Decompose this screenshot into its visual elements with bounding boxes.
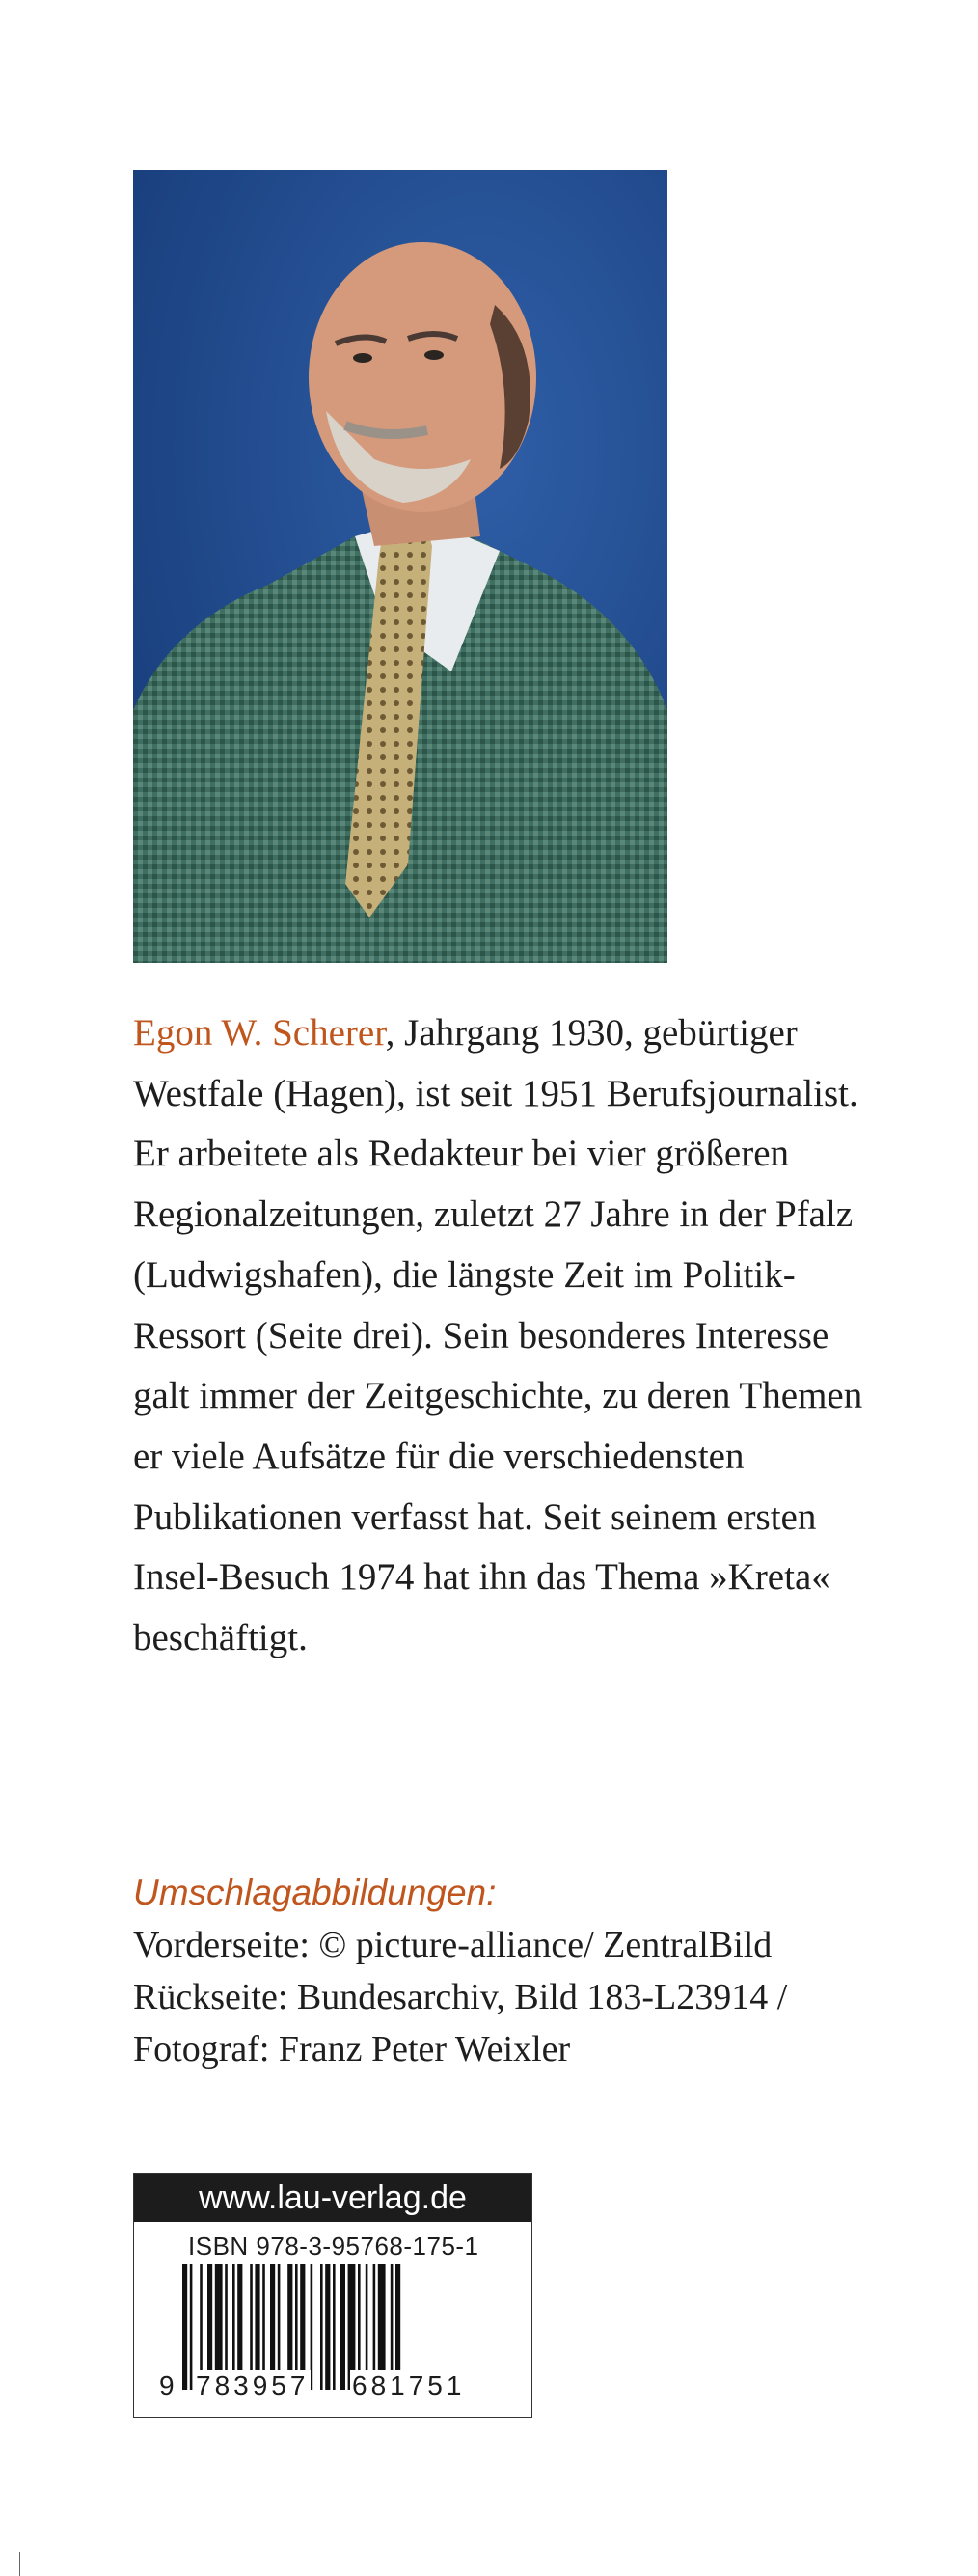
bio-line (133, 1003, 924, 1064)
ean-left-group: 783957 (196, 2370, 310, 2400)
barcode-bar (340, 2264, 345, 2390)
author-portrait-photo (133, 170, 667, 963)
publisher-url: www.lau-verlag.de (134, 2174, 531, 2222)
crop-mark (19, 2552, 20, 2576)
bio-line: Er arbeitete als Redakteur bei vier größeren (133, 1133, 790, 1175)
cover-image-credits (133, 1867, 924, 2075)
bio-first-line-rest: , Jahrgang 1930, gebürtiger (385, 1012, 798, 1054)
author-biography (133, 1003, 924, 1669)
bio-line: beschäftigt. (133, 1617, 308, 1659)
bio-line: er viele Aufsätze für die verschiedensten (133, 1435, 745, 1477)
barcode-bar (182, 2264, 187, 2390)
portrait-illustration (133, 170, 667, 963)
credit-line: Vorderseite: © picture-alliance/ ZentralBild (133, 1925, 773, 1965)
isbn-barcode-block (133, 2173, 532, 2418)
author-name: Egon W. Scherer (133, 1012, 386, 1054)
isbn-number: ISBN 978-3-95768-175-1 (188, 2232, 479, 2261)
bio-line: Insel-Besuch 1974 hat ihn das Thema »Kreta« (133, 1556, 830, 1599)
bio-line: (Ludwigshafen), die längste Zeit im Politik- (133, 1253, 796, 1296)
bio-line: Westfale (Hagen), ist seit 1951 Berufsjournalist. (133, 1072, 858, 1114)
ean-lead-digit: 9 (159, 2370, 175, 2400)
bio-line: galt immer der Zeitgeschichte, zu deren Themen (133, 1375, 863, 1417)
ean-right-group: 681751 (352, 2370, 466, 2400)
barcode-bar (190, 2264, 193, 2390)
barcode-bar (320, 2264, 323, 2390)
bio-line: Ressort (Seite drei). Sein besonderes Interesse (133, 1314, 829, 1357)
credit-line: Fotograf: Franz Peter Weixler (133, 2029, 571, 2069)
credit-line: Rückseite: Bundesarchiv, Bild 183-L23914 / (133, 1977, 788, 2017)
bio-line: Publikationen verfasst hat. Seit seinem ersten (133, 1495, 817, 1538)
credits-heading: Umschlagabbildungen: (133, 1873, 497, 1912)
barcode-bar (333, 2264, 336, 2390)
bio-line: Regionalzeitungen, zuletzt 27 Jahre in der Pfalz (133, 1193, 854, 1236)
barcode-bar (325, 2264, 330, 2390)
